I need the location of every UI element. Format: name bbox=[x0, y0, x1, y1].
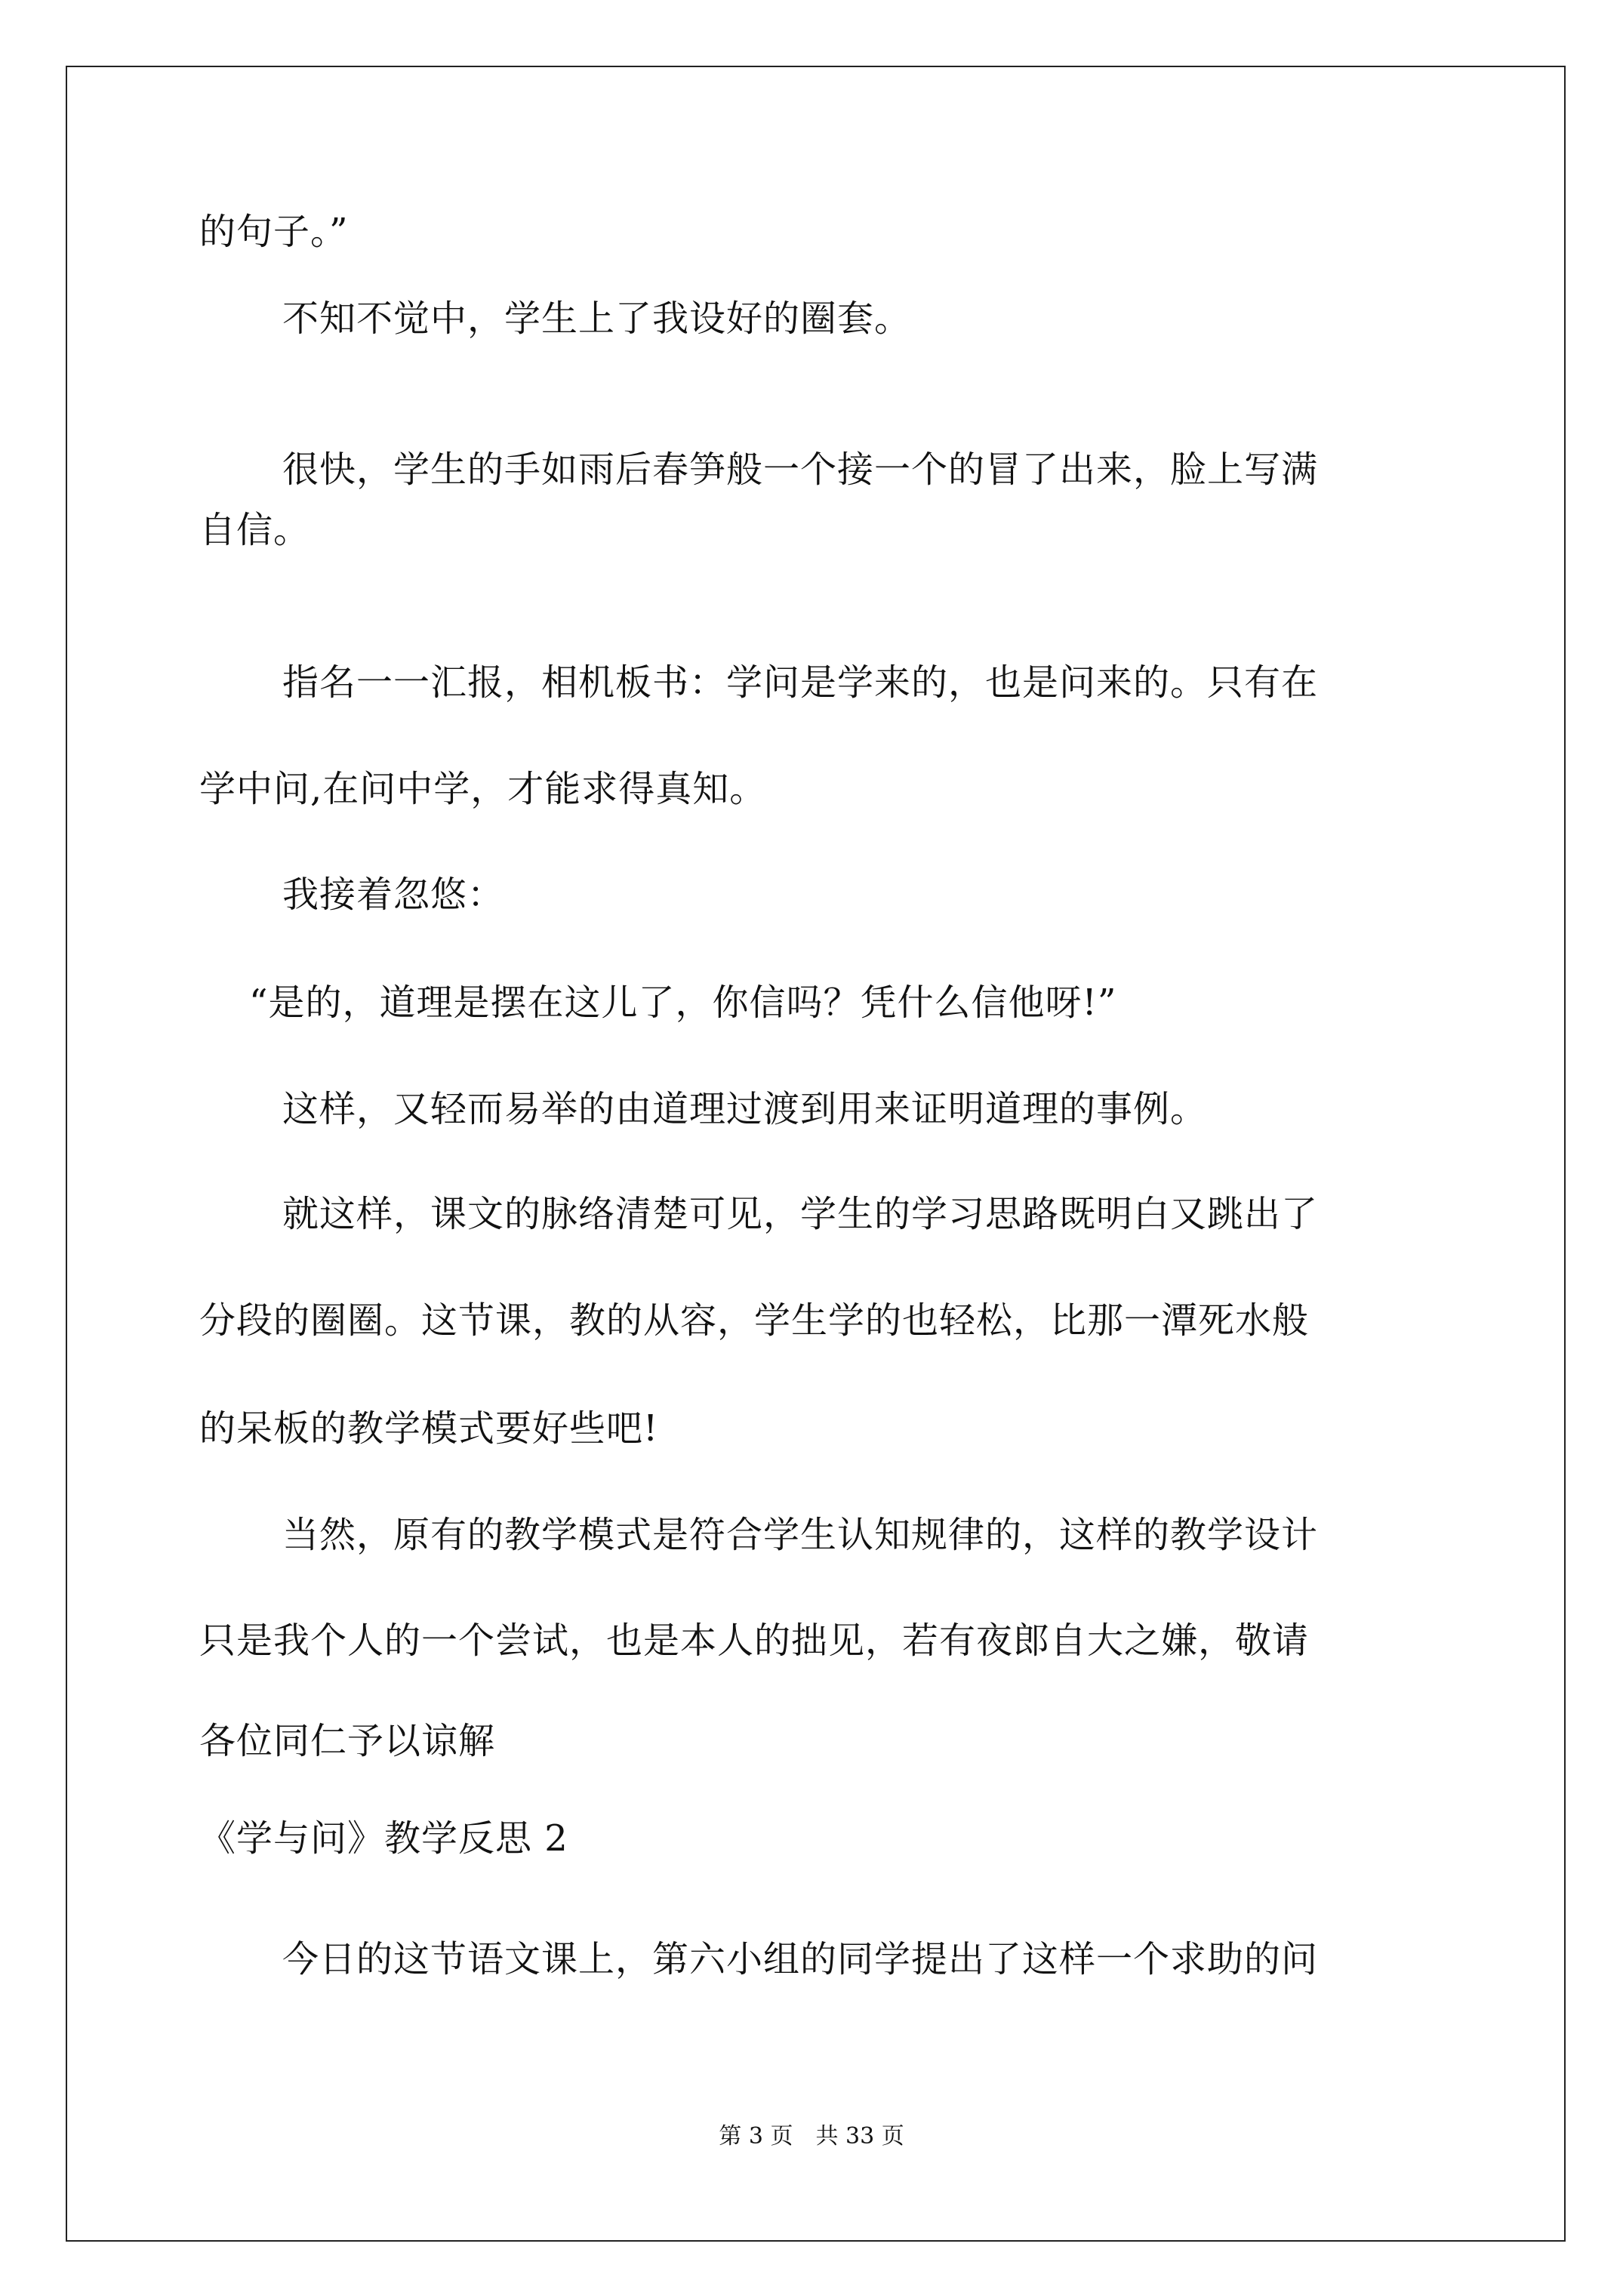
text-line: 今日的这节语文课上，第六小组的同学提出了这样一个求助的问 bbox=[282, 1938, 1319, 1980]
text-line: 学中问,在问中学，才能求得真知。 bbox=[199, 768, 767, 810]
text-line: 我接着忽悠： bbox=[282, 874, 505, 916]
page-number-footer: 第 3 页 共 33 页 bbox=[719, 2123, 904, 2150]
text-line: 分段的圈圈。这节课，教的从容，学生学的也轻松，比那一潭死水般 bbox=[199, 1299, 1310, 1342]
text-line: 指名一一汇报，相机板书：学问是学来的，也是问来的。只有在 bbox=[282, 661, 1319, 704]
text-line: 自信。 bbox=[199, 509, 311, 551]
text-line: 就这样，课文的脉络清楚可见，学生的学习思路既明白又跳出了 bbox=[282, 1193, 1319, 1235]
text-line: 只是我个人的一个尝试，也是本人的拙见，若有夜郎自大之嫌，敬请 bbox=[199, 1620, 1310, 1662]
text-line: 这样，又轻而易举的由道理过渡到用来证明道理的事例。 bbox=[282, 1088, 1208, 1130]
text-line: 的呆板的教学模式要好些吧! bbox=[199, 1407, 659, 1450]
section-heading: 《学与问》教学反思 2 bbox=[199, 1817, 568, 1860]
text-line: 当然，原有的教学模式是符合学生认知规律的，这样的教学设计 bbox=[282, 1514, 1319, 1556]
text-line: 的句子。” bbox=[199, 211, 349, 253]
text-line: “是的，道理是摆在这儿了，你信吗？凭什么信他呀!” bbox=[249, 982, 1117, 1024]
text-line: 很快，学生的手如雨后春笋般一个接一个的冒了出来，脸上写满 bbox=[282, 448, 1319, 491]
text-line: 各位同仁予以谅解 bbox=[199, 1720, 496, 1762]
text-line: 不知不觉中，学生上了我设好的圈套。 bbox=[282, 297, 912, 340]
page-border bbox=[66, 66, 1566, 2242]
